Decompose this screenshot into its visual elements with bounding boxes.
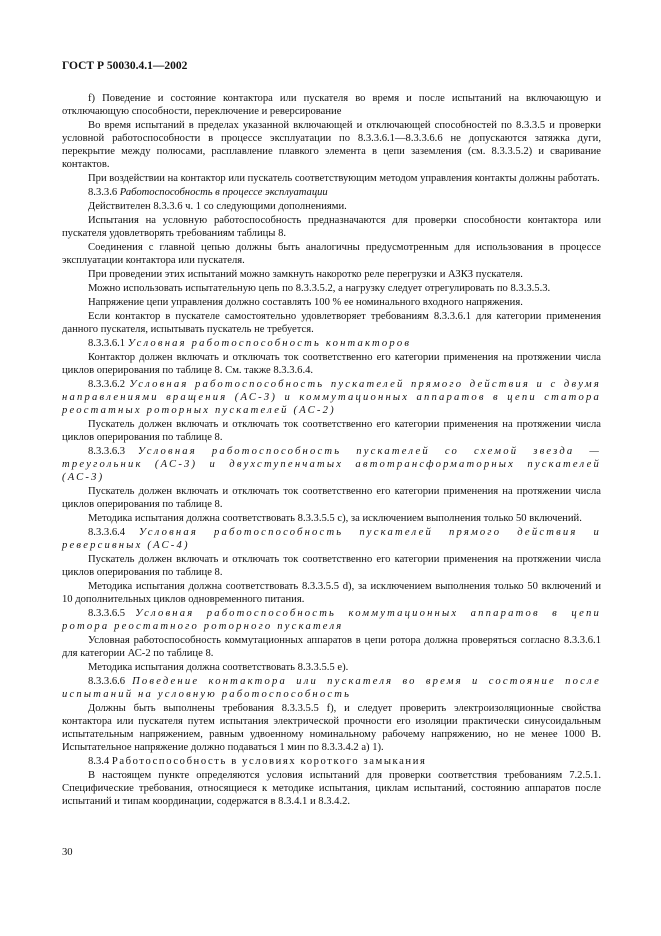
body-paragraph: Испытания на условную работоспособность предназначаются для проверки способности контактора или пускателя удовлетворять требованиям таблицы 8. xyxy=(62,215,601,239)
body-paragraph: Напряжение цепи управления должно составлять 100 % ее номинального входного напряжения. xyxy=(88,297,523,309)
section-number: 8.3.3.6 xyxy=(88,186,118,198)
body-paragraph: f) Поведение и состояние контактора или пускателя во время и после испытаний на включающую и отключающую способности, переключение и реверсирование xyxy=(62,93,601,117)
section-number: 8.3.3.6.6 xyxy=(88,676,126,688)
body-paragraph: При воздействии на контактор или пускатель соответствующим методом управления контакты должны работать. xyxy=(88,172,600,184)
section-number: 8.3.3.6.1 xyxy=(88,338,126,350)
section-title: Условная работоспособность пускателей со схемой звезда — треугольник (АС-3) и двухступенчатых автотрансформаторных пускателей (АС-3) xyxy=(62,446,601,484)
section-heading xyxy=(62,527,601,553)
body-paragraph: Во время испытаний в пределах указанной включающей и отключающей способностей по 8.3.3.5 и проверки условной работоспособности в процессе эксплуатации по 8.3.3.6.1—8.3.3.6.6 не допускаются затяжка дуги, перекрытие между полюсами, расплавление плавкого элемента в цепи заземления (см. 8.3.3.5.2) и сваривание контактов. xyxy=(62,120,601,170)
body-paragraph: Методика испытания должна соответствовать 8.3.3.5.5 е). xyxy=(88,662,349,674)
document-body xyxy=(62,93,601,810)
body-paragraph: В настоящем пункте определяются условия испытаний для проверки соответствия требованиям 7.2.5.1. Специфические требования, относящиеся к методике испытания, циклам испытаний, состоянию аппаратов после испытаний и типам координации, содержатся в 8.3.4.1 и 8.3.4.2. xyxy=(62,770,601,808)
section-heading xyxy=(62,608,601,634)
body-paragraph: Пускатель должен включать и отключать ток соответственно его категории применения на протяжении числа циклов оперирования по таблице 8. xyxy=(62,486,601,511)
body-paragraph: Пускатель должен включать и отключать ток соответственно его категории применения на протяжении числа циклов оперирования по таблице 8. xyxy=(62,419,601,444)
body-paragraph: При проведении этих испытаний можно замкнуть накоротко реле перегрузки и АЗКЗ пускателя. xyxy=(88,269,523,281)
document-header: ГОСТ Р 50030.4.1—2002 xyxy=(62,60,188,72)
body-paragraph: Соединения с главной цепью должны быть аналогичны предусмотренным для использования в процессе эксплуатации контактора или пускателя. xyxy=(62,242,601,266)
section-title: Условная работоспособность пускателей прямого действия и с двумя направлениями вращения (АС-3) и коммутационных аппаратов в цепи статора реостатных роторных пускателей (АС-2) xyxy=(62,379,601,417)
body-paragraph: Можно использовать испытательную цепь по 8.3.3.5.2, а нагрузку следует отрегулировать по 8.3.3.5.3. xyxy=(88,283,551,295)
body-paragraph: Если контактор в пускателе самостоятельно удовлетворяет требованиям 8.3.3.6.1 для категории применения данного пускателя, испытывать пускатель не требуется. xyxy=(62,311,601,336)
body-paragraph: Методика испытания должна соответствовать 8.3.3.5.5 с), за исключением выполнения только 50 включений. xyxy=(88,513,582,525)
section-title: Условная работоспособность пускателей прямого действия и реверсивных (АС-4) xyxy=(62,527,601,552)
page-number: 30 xyxy=(62,847,73,858)
body-paragraph: Методика испытания должна соответствовать 8.3.3.5.5 d), за исключением выполнения только 50 включений и 10 дополнительных циклов одновременного питания. xyxy=(62,581,601,606)
section-number: 8.3.3.6.2 xyxy=(88,379,126,391)
body-paragraph: Условная работоспособность коммутационных аппаратов в цепи ротора должна проверяться согласно 8.3.3.6.1 для категории АС-2 по таблице 8. xyxy=(62,635,601,660)
section-title: Условная работоспособность коммутационных аппаратов в цепи ротора реостатного роторного пускателя xyxy=(62,608,601,633)
section-number: 8.3.4 xyxy=(88,756,110,768)
section-title: Условная работоспособность контакторов xyxy=(127,338,412,350)
section-number: 8.3.3.6.3 xyxy=(88,446,126,458)
section-heading xyxy=(62,338,601,351)
section-number: 8.3.3.6.4 xyxy=(88,527,126,539)
body-paragraph: Действителен 8.3.3.6 ч. 1 со следующими дополнениями. xyxy=(88,201,347,212)
section-heading xyxy=(62,379,601,418)
body-paragraph: Должны быть выполнены требования 8.3.3.5.5 f), и следует проверить электроизоляционные свойства контактора или пускателя путем испытания электрической прочности его изоляции практически синусоидальным испытательным напряжением, равным удвоенному номинальному рабочему напряжению, но не менее 1000 В. Испытательное напряжение должно подаваться 1 мин по 8.3.3.4.2 а) 1). xyxy=(62,703,601,754)
section-title: Поведение контактора или пускателя во время и состояние после испытаний на условную работоспособность xyxy=(62,676,601,701)
section-heading xyxy=(62,446,601,485)
section-title: Работоспособность в условиях короткого замыкания xyxy=(111,756,427,768)
section-heading xyxy=(62,676,601,702)
body-paragraph: Контактор должен включать и отключать ток соответственно его категории применения на протяжении числа циклов оперирования по таблице 8. См. также 8.3.3.6.4. xyxy=(62,352,601,377)
body-paragraph: Пускатель должен включать и отключать ток соответственно его категории применения на протяжении числа циклов оперирования по таблице 8. xyxy=(62,554,601,579)
section-heading xyxy=(62,187,601,200)
section-heading xyxy=(62,756,601,769)
section-number: 8.3.3.6.5 xyxy=(88,608,126,620)
section-title: Работоспособность в процессе эксплуатации xyxy=(119,186,328,198)
